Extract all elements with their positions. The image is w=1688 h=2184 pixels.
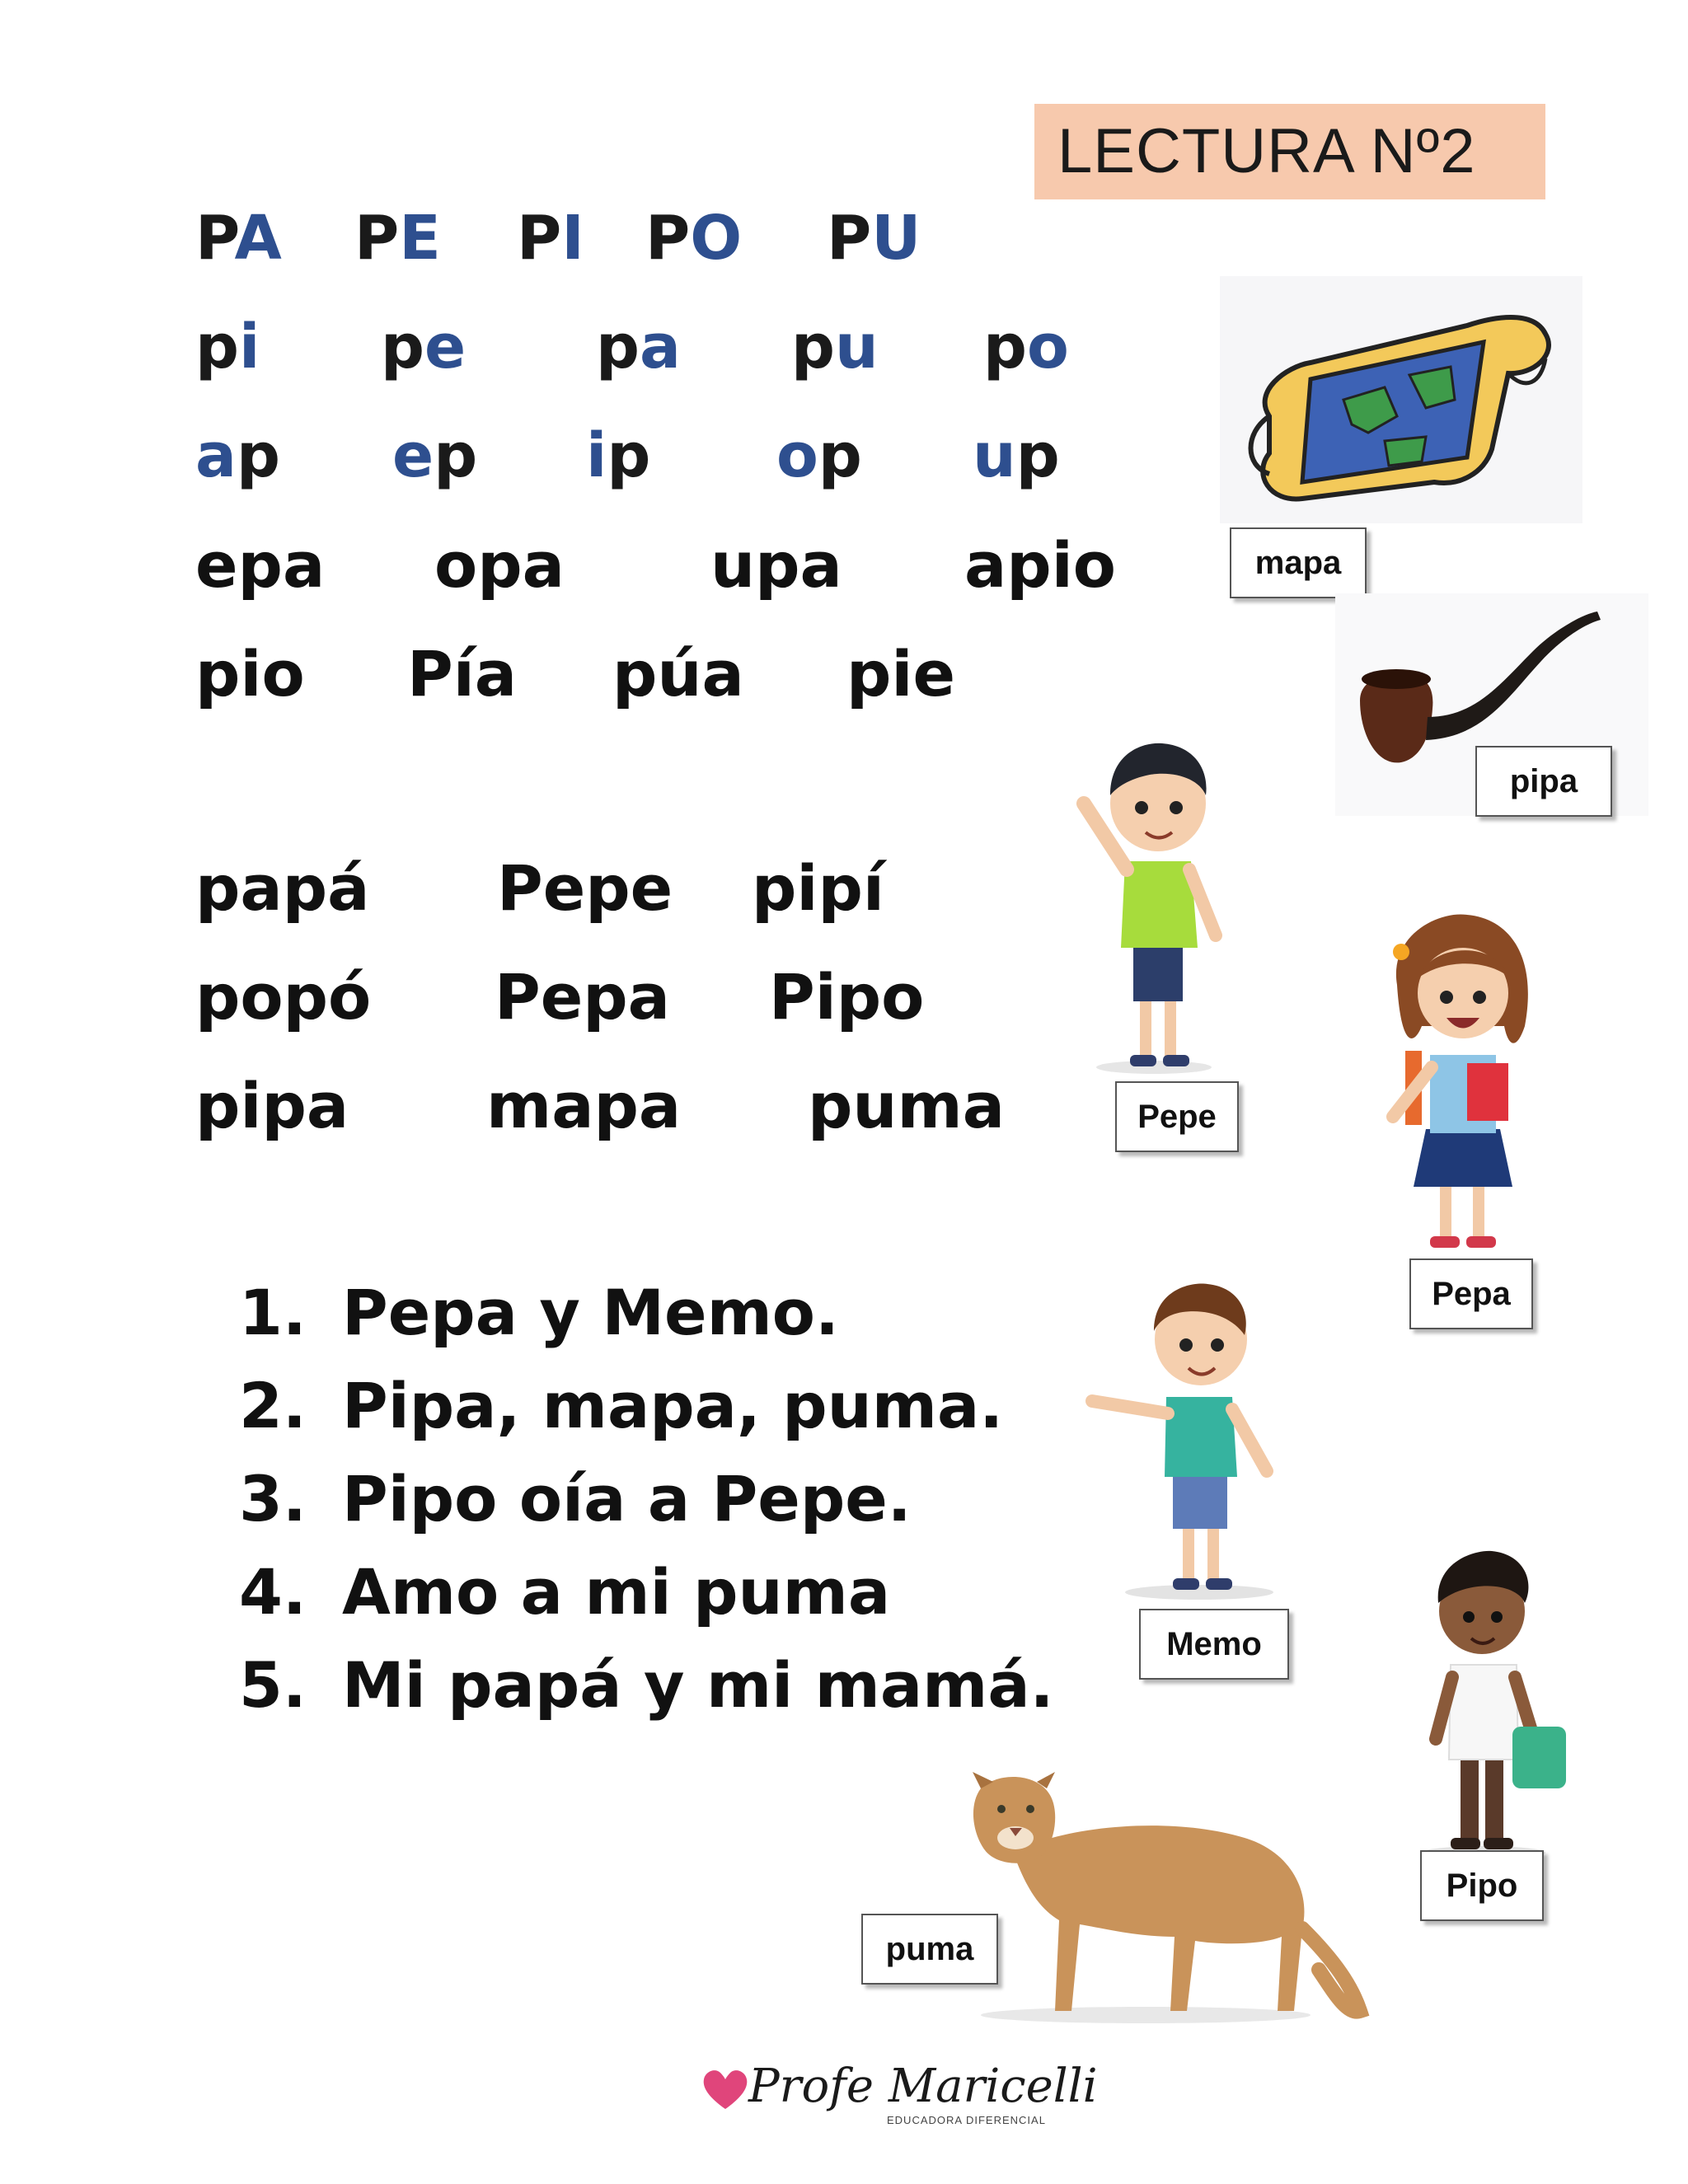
pepe-illustration xyxy=(1051,713,1257,1080)
page-title: LECTURA Nº2 xyxy=(1057,116,1476,186)
syllable: po xyxy=(983,312,1069,382)
brand-name: Profe Maricelli xyxy=(748,2060,1098,2113)
word: popó xyxy=(195,960,372,1033)
syllable: op xyxy=(776,420,862,491)
syllable: ep xyxy=(392,420,478,491)
syllable: up xyxy=(973,420,1060,491)
word: pipí xyxy=(752,851,884,925)
word: apio xyxy=(964,528,1116,602)
label-pepa: Pepa xyxy=(1409,1258,1533,1329)
label-pepe: Pepe xyxy=(1115,1081,1239,1152)
label-memo: Memo xyxy=(1139,1609,1289,1680)
word: Pepe xyxy=(497,851,673,925)
word: Pía xyxy=(407,637,518,710)
syllable: ip xyxy=(586,420,651,491)
syllable: PE xyxy=(354,203,441,274)
title-box xyxy=(1034,104,1545,199)
label-pipo: Pipo xyxy=(1420,1850,1544,1921)
syllable: pi xyxy=(195,312,260,382)
memo-illustration xyxy=(1076,1253,1290,1603)
word: pipa xyxy=(195,1069,349,1142)
syllable: PA xyxy=(195,203,282,274)
puma-illustration xyxy=(948,1764,1376,2027)
word: epa xyxy=(195,528,326,602)
heart-icon xyxy=(701,2064,750,2114)
word: upa xyxy=(710,528,842,602)
word: pie xyxy=(846,637,955,710)
map-illustration xyxy=(1220,276,1582,523)
label-puma: puma xyxy=(861,1914,998,1985)
word: Pipo xyxy=(769,960,925,1033)
syllable: PI xyxy=(517,203,584,274)
syllable: PU xyxy=(827,203,921,274)
syllable: PO xyxy=(645,203,743,274)
brand-tagline: EDUCADORA DIFERENCIAL xyxy=(887,2114,1046,2126)
word: mapa xyxy=(486,1069,682,1142)
footer-logo xyxy=(701,2056,1098,2130)
label-pipa: pipa xyxy=(1475,746,1612,817)
pipo-illustration xyxy=(1393,1525,1578,1863)
syllable: pa xyxy=(596,312,681,382)
syllable: ap xyxy=(195,420,280,491)
syllable: pe xyxy=(381,312,467,382)
word: papá xyxy=(195,851,370,925)
pepa-illustration xyxy=(1364,902,1562,1261)
word: pio xyxy=(195,637,305,710)
label-mapa: mapa xyxy=(1230,527,1367,598)
word: púa xyxy=(612,637,744,710)
word: Pepa xyxy=(495,960,670,1033)
word: puma xyxy=(808,1069,1005,1142)
word: opa xyxy=(434,528,565,602)
syllable: pu xyxy=(791,312,879,382)
